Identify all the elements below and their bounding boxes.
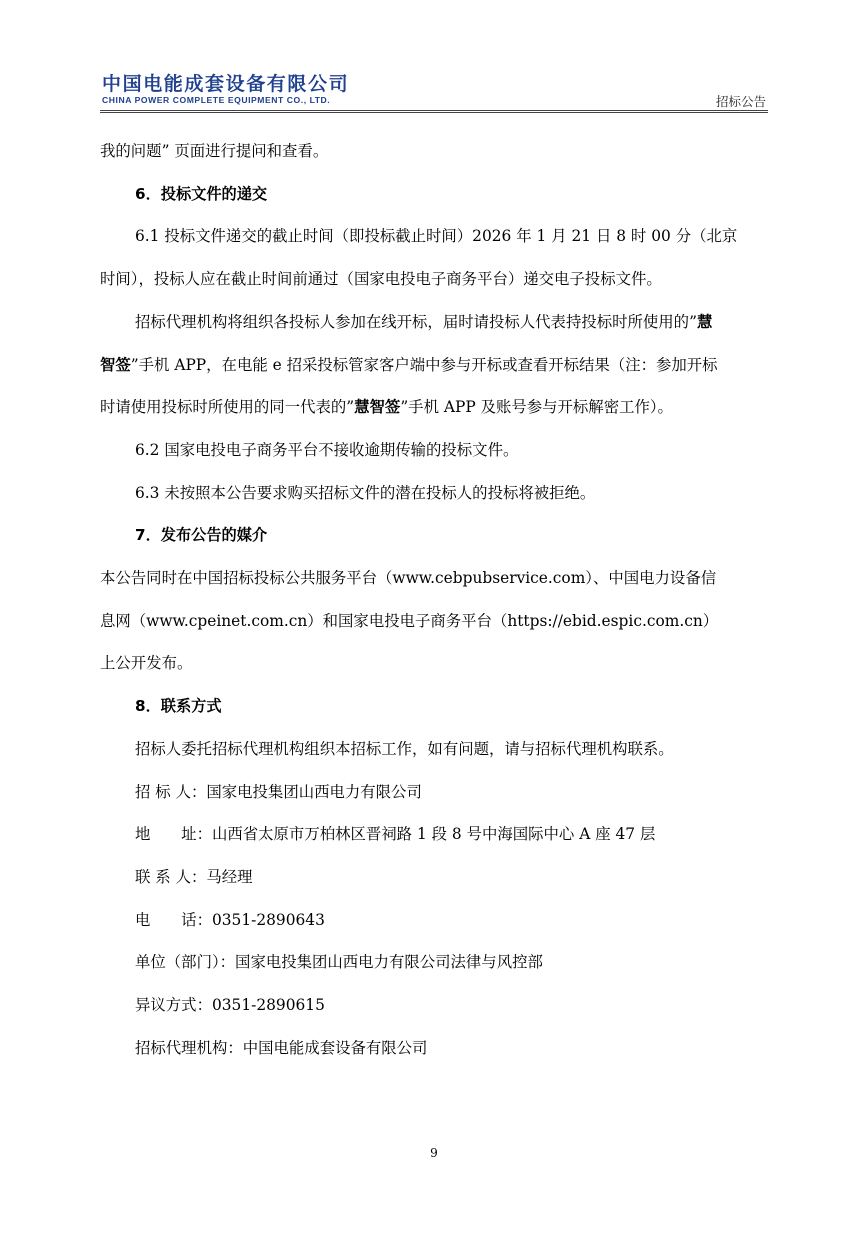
app-name-bold: 慧智签 xyxy=(354,398,401,417)
text-run: ”手机 APP 及账号参与开标解密工作）。 xyxy=(400,398,673,417)
paragraph-line: 息网（www.cpeinet.com.cn）和国家电投电子商务平台（https://ebid.espic.com.cn） xyxy=(100,611,719,630)
contact-tenderer xyxy=(100,771,768,814)
contact-label: 异议方式： xyxy=(135,996,212,1015)
contact-label: 地 址： xyxy=(135,825,212,844)
contact-value: 国家电投集团山西电力有限公司法律与风控部 xyxy=(235,953,543,972)
contact-label: 联 系 人： xyxy=(135,867,207,886)
section-heading-7: 7．发布公告的媒介 xyxy=(135,526,268,545)
contact-agency xyxy=(100,1027,768,1070)
text-run: ”手机 APP，在电能 e 招采投标管家客户端中参与开标或查看开标结果（注：参加开标 xyxy=(130,355,718,374)
app-name-bold: 慧 xyxy=(696,312,713,331)
paragraph-line: 招标人委托招标代理机构组织本招标工作，如有问题，请与招标代理机构联系。 xyxy=(135,739,674,758)
contact-label: 招标代理机构： xyxy=(135,1038,243,1057)
paragraph-line xyxy=(100,301,768,344)
paragraph-line: 我的问题” 页面进行提问和查看。 xyxy=(100,142,329,160)
section-heading-8: 8．联系方式 xyxy=(135,697,222,716)
page-body xyxy=(100,130,768,1069)
section-heading-6: 6．投标文件的递交 xyxy=(135,184,268,203)
contact-value: 马经理 xyxy=(206,867,253,886)
contact-label: 单位（部门）： xyxy=(135,953,236,972)
contact-value: 0351-2890615 xyxy=(211,996,325,1015)
paragraph-line: 本公告同时在中国招标投标公共服务平台（www.cebpubservice.com）、中国电力设备信 xyxy=(100,569,717,588)
contact-label: 电 话： xyxy=(135,910,212,929)
contact-phone xyxy=(100,899,768,942)
contact-person xyxy=(100,856,768,899)
contact-objection xyxy=(100,984,768,1027)
contact-value: 0351-2890643 xyxy=(211,910,325,929)
paragraph-line xyxy=(100,344,768,387)
paragraph-line xyxy=(100,386,768,429)
app-name-bold: 智签 xyxy=(100,355,131,374)
contact-address xyxy=(100,813,768,856)
paragraph-line: 时间），投标人应在截止时间前通过（国家电投电子商务平台）递交电子投标文件。 xyxy=(100,270,662,289)
contact-value: 中国电能成套设备有限公司 xyxy=(242,1038,428,1057)
company-name-cn: 中国电能成套设备有限公司 xyxy=(102,73,350,95)
paragraph-line: 6.3 未按照本公告要求购买招标文件的潜在投标人的投标将被拒绝。 xyxy=(135,483,596,502)
contact-department xyxy=(100,941,768,984)
company-logo xyxy=(102,74,392,106)
company-name-en: CHINA POWER COMPLETE EQUIPMENT CO., LTD. xyxy=(102,95,331,105)
header-divider xyxy=(100,110,768,113)
contact-label: 招 标 人： xyxy=(135,782,207,801)
paragraph-line: 6.2 国家电投电子商务平台不接收逾期传输的投标文件。 xyxy=(135,440,519,459)
contact-value: 山西省太原市万柏林区晋祠路 1 段 8 号中海国际中心 A 座 47 层 xyxy=(211,825,656,844)
text-run: 招标代理机构将组织各投标人参加在线开标，届时请投标人代表持投标时所使用的” xyxy=(135,312,697,331)
contact-value: 国家电投集团山西电力有限公司 xyxy=(206,782,422,801)
paragraph-line: 6.1 投标文件递交的截止时间（即投标截止时间）2026 年 1 月 21 日 8 时 00 分（北京 xyxy=(135,227,738,246)
document-type: 招标公告 xyxy=(715,94,766,109)
text-run: 时请使用投标时所使用的同一代表的” xyxy=(100,398,355,417)
page-number: 9 xyxy=(430,1146,438,1160)
paragraph-line: 上公开发布。 xyxy=(100,654,193,673)
